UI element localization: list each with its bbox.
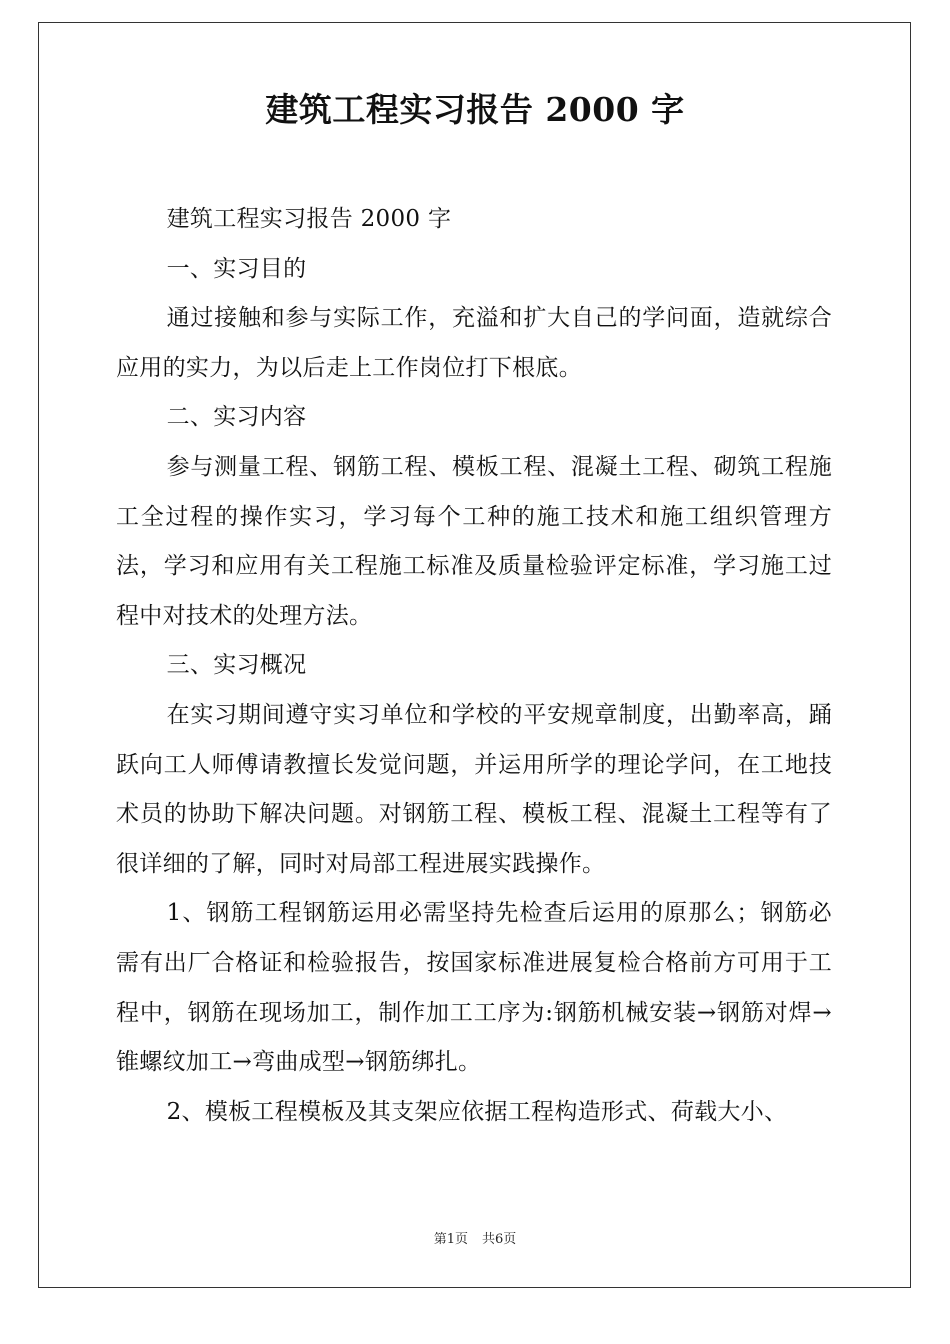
paragraph-overview: 在实习期间遵守实习单位和学校的平安规章制度，出勤率高，踊跃向工人师傅请教擅长发觉问题，并运用所学的理论学问，在工地技术员的协助下解决问题。对钢筋工程、模板工程、混凝土工程等有了很详细的了解，同时对局部工程进展实践操作。 — [116, 701, 832, 877]
document-title: 建筑工程实习报告 2000 字 — [265, 90, 685, 129]
paragraph-content: 参与测量工程、钢筋工程、模板工程、混凝土工程、砌筑工程施工全过程的操作实习，学习每个工种的施工技术和施工组织管理方法，学习和应用有关工程施工标准及质量检验评定标准，学习施工过程中对技术的处理方法。 — [116, 453, 832, 629]
section-heading-content: 二、实习内容 — [166, 404, 307, 431]
paragraph-subtitle: 建筑工程实习报告 2000 字 — [166, 206, 452, 232]
page-footer — [0, 1230, 950, 1250]
paragraph-rebar: 1、钢筋工程钢筋运用必需坚持先检查后运用的原那么；钢筋必需有出厂合格证和检验报告，按国家标准进展复检合格前方可用于工程中，钢筋在现场加工，制作加工工序为:钢筋机械安装→钢筋对焊→锥螺纹加工→弯曲成型→钢筋绑扎。 — [116, 900, 832, 1076]
total-page-count: 共6页 — [482, 1232, 517, 1247]
paragraph-formwork: 2、模板工程模板及其支架应依据工程构造形式、荷载大小、 — [166, 1098, 788, 1125]
section-heading-purpose: 一、实习目的 — [166, 255, 307, 282]
paragraph-purpose: 通过接触和参与实际工作，充溢和扩大自己的学问面，造就综合应用的实力，为以后走上工作岗位打下根底。 — [116, 305, 832, 381]
document-body — [116, 195, 832, 1137]
current-page-number: 第1页 — [433, 1232, 468, 1247]
section-heading-overview: 三、实习概况 — [166, 652, 307, 679]
